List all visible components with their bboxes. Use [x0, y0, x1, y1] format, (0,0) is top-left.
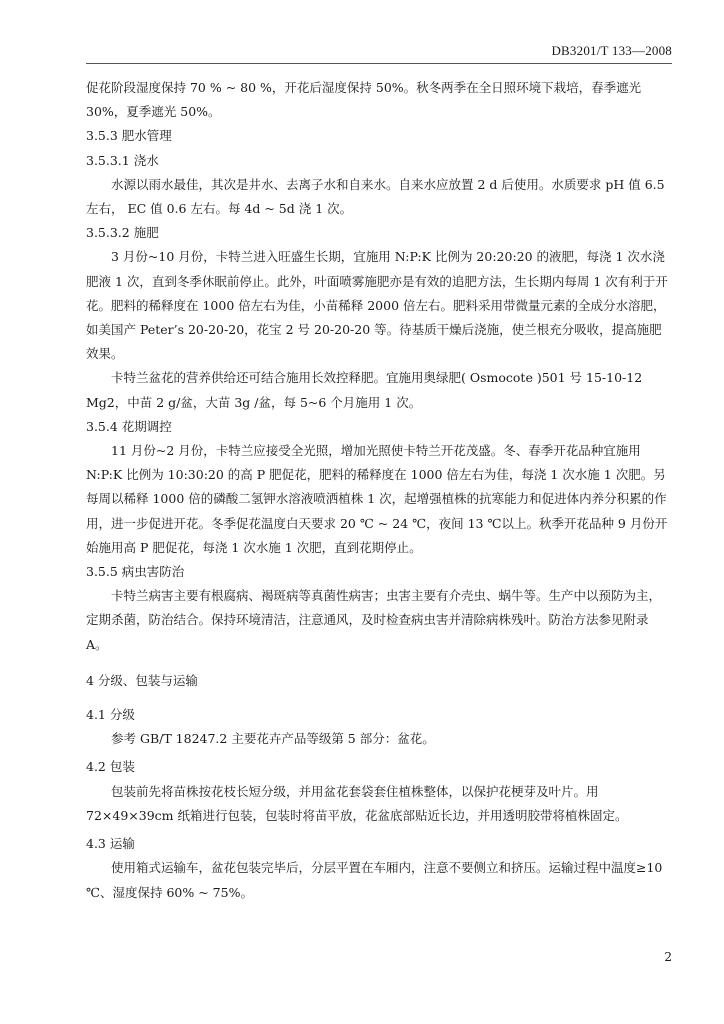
heading-3-5-4: 3.5.4 花期调控: [86, 418, 172, 434]
document-body: [86, 76, 672, 905]
paragraph-pest-control: 卡特兰病害主要有根腐病、褐斑病等真菌性病害；虫害主要有介壳虫、蜗牛等。生产中以预防为主，定期杀菌，防治结合。保持环境清洁，注意通风，及时检查病虫害并清除病株残叶。防治方法参见附录 A。: [86, 588, 662, 652]
paragraph-grading: 参考 GB/T 18247.2 主要花卉产品等级第 5 部分：盆花。: [111, 731, 435, 747]
heading-4-2: 4.2 包装: [86, 759, 135, 775]
heading-4-1: 4.1 分级: [86, 707, 135, 723]
heading-4-3: 4.3 运输: [86, 836, 135, 852]
paragraph-transport: 使用箱式运输车，盆花包装完毕后，分层平置在车厢内，注意不要侧立和挤压。运输过程中温度≥10 ℃、湿度保持 60% ~ 75%。: [86, 860, 663, 900]
paragraph-humidity-light: 促花阶段湿度保持 70 % ~ 80 %，开花后湿度保持 50%。秋冬两季在全日照环境下栽培，春季遮光 30%，夏季遮光 50%。: [86, 80, 642, 120]
paragraph-packaging: 包装前先将苗株按花枝长短分级，并用盆花套袋套住植株整体，以保护花梗芽及叶片。用 72×49×39cm 纸箱进行包装，包装时将苗平放，花盆底部贴近长边，并用透明胶带将植株固定。: [86, 783, 628, 823]
heading-3-5-3-1: 3.5.3.1 浇水: [86, 152, 159, 168]
document-code: DB3201/T 133—2008: [551, 43, 672, 58]
page-number: 2: [664, 950, 672, 964]
header-divider: [86, 63, 672, 64]
paragraph-flowering-control: 11 月份~2 月份，卡特兰应接受全光照，增加光照使卡特兰开花茂盛。冬、春季开花品种宜施用 N:P:K 比例为 10:30:20 的高 P 肥促花，肥料的稀释度在 1000 倍左右为佳，每浇 1 次水施 1 次肥。另每周以稀释 1000 倍的磷酸二氢钾水溶液喷洒植株 1 次，起增强植株的抗寒能力和促进体内养分积累的作用，进一步促进开花。冬季促花温度白天要求 20 ℃ ~ 24 ℃，夜间 13 ℃以上。秋季开花品种 9 月份开始施用高 P 肥促花，每浇 1 次水施 1 次肥，直到花期停止。: [86, 443, 668, 555]
heading-3-5-5: 3.5.5 病虫害防治: [86, 564, 185, 580]
paragraph-fertilizing: 3 月份~10 月份，卡特兰进入旺盛生长期，宜施用 N:P:K 比例为 20:20:20 的液肥，每浇 1 次水浇肥液 1 次，直到冬季休眠前停止。此外，叶面喷雾施肥亦是有效的追肥方法，生长期内每周 1 次有利于开花。肥料的稀释度在 1000 倍左右为佳，小苗稀释 2000 倍左右。肥料采用带微量元素的全成分水溶肥，如美国产 Peter’s 20-20-20，花宝 2 号 20-20-20 等。待基质干燥后浇施，使兰根充分吸收，提高施肥效果。: [86, 249, 668, 362]
paragraph-controlled-release: 卡特兰盆花的营养供给还可结合施用长效控释肥。宜施用奥绿肥( Osmocote )501 号 15-10-12 Mg2，中苗 2 g/盆，大苗 3g /盆，每 5~6 个月施用 1 次。: [86, 370, 643, 410]
heading-3-5-3: 3.5.3 肥水管理: [86, 128, 172, 144]
heading-3-5-3-2: 3.5.3.2 施肥: [86, 225, 159, 241]
heading-4: 4 分级、包装与运输: [86, 672, 198, 688]
paragraph-watering: 水源以雨水最佳，其次是井水、去离子水和自来水。自来水应放置 2 d 后使用。水质要求 pH 值 6.5 左右， EC 值 0.6 左右。每 4d ~ 5d 浇 1 次。: [86, 176, 665, 217]
